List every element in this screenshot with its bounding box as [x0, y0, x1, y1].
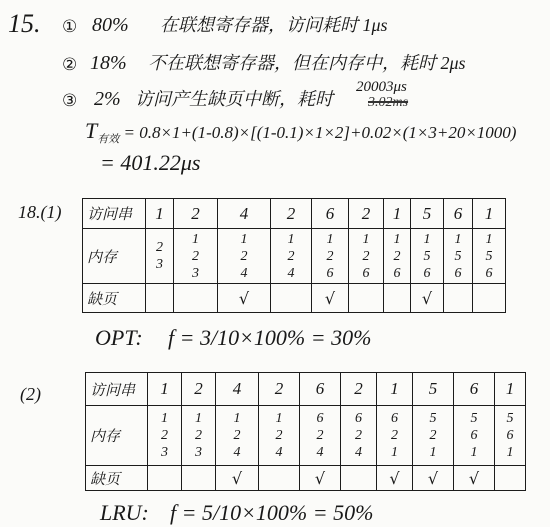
case-2-percent: 18% — [90, 52, 127, 74]
frame-page: 1 — [275, 411, 283, 426]
page-fault-cell: √ — [218, 284, 271, 313]
access-page-cell: 6 — [300, 373, 341, 406]
page-fault-cell — [174, 284, 218, 313]
frame-page: 6 — [326, 265, 334, 281]
sequence-row — [83, 199, 506, 229]
frame-page: 6 — [391, 411, 398, 426]
frame-page: 2 — [391, 428, 398, 443]
page-fault-cell — [259, 466, 300, 491]
frame-page: 1 — [485, 231, 493, 247]
frame-page: 4 — [275, 445, 283, 460]
part-1-label: 18.(1) — [18, 202, 62, 222]
access-page-cell: 2 — [349, 199, 384, 229]
memory-cell — [300, 406, 341, 466]
frame-page: 6 — [362, 265, 370, 281]
page-fault-cell — [349, 284, 384, 313]
formula-symbol: T — [85, 118, 98, 143]
access-page-cell: 1 — [495, 373, 526, 406]
case-1-percent: 80% — [92, 14, 129, 36]
frame-page: 2 — [355, 428, 362, 443]
page-fault-cell — [473, 284, 506, 313]
memory-cell — [216, 406, 259, 466]
frame-page: 2 — [161, 428, 168, 443]
frame-page: 3 — [195, 445, 202, 460]
frame-page: 6 — [423, 265, 431, 281]
access-page-cell: 1 — [146, 199, 174, 229]
access-page-cell: 2 — [271, 199, 312, 229]
memory-row-label: 内存 — [83, 229, 146, 284]
frame-page: 3 — [192, 265, 199, 281]
fault-row — [86, 466, 526, 491]
page-fault-cell: √ — [216, 466, 259, 491]
access-page-cell: 2 — [182, 373, 216, 406]
memory-cell — [148, 406, 182, 466]
question-15-number: 15. — [8, 9, 41, 38]
frame-page: 4 — [287, 265, 295, 281]
memory-cell — [454, 406, 495, 466]
memory-cell — [411, 229, 444, 284]
frame-page: 4 — [316, 445, 324, 460]
frame-page: 2 — [287, 248, 295, 264]
frame-page: 2 — [326, 248, 334, 264]
frame-page: 2 — [393, 248, 401, 264]
frame-page: 5 — [470, 411, 478, 426]
page-fault-cell: √ — [413, 466, 454, 491]
frame-page: 1 — [506, 445, 514, 460]
frame-page: 1 — [233, 411, 241, 426]
fault-row-label: 缺页 — [86, 466, 148, 491]
frame-page: 4 — [240, 265, 248, 281]
formula-expression: = 0.8×1+(1-0.8)×[(1-0.1)×1×2]+0.02×(1×3+20×1000) — [123, 123, 517, 142]
page-fault-cell — [146, 284, 174, 313]
access-page-cell: 1 — [148, 373, 182, 406]
frame-page: 6 — [454, 265, 462, 281]
part-2-label: (2) — [20, 384, 41, 404]
frame-page: 5 — [429, 411, 437, 426]
memory-cell — [271, 229, 312, 284]
effective-time-formula — [85, 118, 516, 147]
page-fault-cell — [384, 284, 411, 313]
access-page-cell: 4 — [216, 373, 259, 406]
frame-page: 1 — [195, 411, 202, 426]
memory-cell — [473, 229, 506, 284]
memory-cell — [182, 406, 216, 466]
memory-cell — [146, 229, 174, 284]
access-page-cell: 6 — [312, 199, 349, 229]
access-page-cell: 6 — [444, 199, 473, 229]
memory-cell — [349, 229, 384, 284]
frame-page: 2 — [156, 240, 163, 255]
case-2-text: 不在联想寄存器，但在内存中，耗时 2μs — [148, 53, 466, 73]
frame-page: 5 — [454, 248, 462, 264]
access-page-cell: 2 — [341, 373, 377, 406]
access-page-cell: 5 — [411, 199, 444, 229]
frame-page: 2 — [316, 428, 324, 443]
case-1-marker: ① — [62, 17, 78, 37]
case-3-percent: 2% — [94, 88, 121, 110]
case-2-marker: ② — [62, 55, 78, 75]
memory-cell — [384, 229, 411, 284]
frame-page: 1 — [192, 231, 199, 247]
frame-page: 1 — [391, 445, 398, 460]
frame-page: 4 — [233, 445, 241, 460]
memory-cell — [495, 406, 526, 466]
lru-page-table-body — [86, 373, 526, 491]
frame-page: 2 — [240, 248, 248, 264]
page-fault-cell: √ — [411, 284, 444, 313]
access-page-cell: 1 — [377, 373, 413, 406]
memory-row — [86, 406, 526, 466]
frame-page: 1 — [454, 231, 462, 247]
frame-page: 6 — [506, 428, 514, 443]
memory-cell — [377, 406, 413, 466]
memory-row — [83, 229, 506, 284]
frame-page: 5 — [485, 248, 493, 264]
frame-page: 1 — [393, 231, 401, 247]
page-fault-cell: √ — [454, 466, 495, 491]
frame-page: 1 — [423, 231, 431, 247]
opt-page-table — [82, 198, 506, 313]
frame-page: 5 — [423, 248, 431, 264]
part-2-fault-rate: f = 5/10×100% = 50% — [170, 500, 374, 525]
frame-page: 6 — [393, 265, 401, 281]
frame-page: 2 — [192, 248, 199, 264]
frame-page: 3 — [156, 257, 163, 272]
frame-page: 2 — [429, 428, 437, 443]
sequence-row-label: 访问串 — [83, 199, 146, 229]
case-3-marker: ③ — [62, 91, 78, 111]
sequence-row — [86, 373, 526, 406]
page-fault-cell: √ — [377, 466, 413, 491]
memory-cell — [312, 229, 349, 284]
case-3-crossed-out-time: 3.02ms — [368, 95, 409, 110]
frame-page: 2 — [233, 428, 241, 443]
formula-subscript: 有效 — [97, 133, 120, 146]
frame-page: 5 — [506, 411, 514, 426]
frame-page: 1 — [161, 411, 168, 426]
memory-cell — [174, 229, 218, 284]
page-fault-cell — [271, 284, 312, 313]
part-1-algorithm: OPT: — [95, 325, 143, 350]
access-page-cell: 1 — [473, 199, 506, 229]
frame-page: 1 — [240, 231, 248, 247]
page-fault-cell — [182, 466, 216, 491]
part-1-fault-rate: f = 3/10×100% = 30% — [168, 325, 372, 350]
frame-page: 2 — [275, 428, 283, 443]
page-fault-cell — [148, 466, 182, 491]
page-fault-cell: √ — [312, 284, 349, 313]
case-1-text: 在联想寄存器，访问耗时 1μs — [160, 15, 388, 35]
access-page-cell: 4 — [218, 199, 271, 229]
opt-page-table-body — [83, 199, 506, 313]
formula-result: = 401.22μs — [100, 150, 201, 175]
frame-page: 2 — [195, 428, 202, 443]
access-page-cell: 2 — [259, 373, 300, 406]
case-3-text: 访问产生缺页中断，耗时 — [135, 89, 333, 109]
memory-cell — [341, 406, 377, 466]
frame-page: 1 — [287, 231, 295, 247]
frame-page: 1 — [326, 231, 334, 247]
frame-page: 1 — [470, 445, 478, 460]
page-fault-cell — [444, 284, 473, 313]
frame-page: 1 — [429, 445, 437, 460]
memory-row-label: 内存 — [86, 406, 148, 466]
page-fault-cell — [341, 466, 377, 491]
fault-row-label: 缺页 — [83, 284, 146, 313]
memory-cell — [444, 229, 473, 284]
frame-page: 2 — [362, 248, 370, 264]
frame-page: 3 — [161, 445, 168, 460]
part-2-algorithm: LRU: — [100, 500, 149, 525]
access-page-cell: 2 — [174, 199, 218, 229]
frame-page: 6 — [470, 428, 478, 443]
case-3-time: 20003μs — [356, 79, 407, 95]
sequence-row-label: 访问串 — [86, 373, 148, 406]
lru-page-table — [85, 372, 526, 491]
memory-cell — [413, 406, 454, 466]
access-page-cell: 6 — [454, 373, 495, 406]
page-fault-cell: √ — [300, 466, 341, 491]
frame-page: 6 — [316, 411, 324, 426]
page-fault-cell — [495, 466, 526, 491]
frame-page: 6 — [355, 411, 362, 426]
frame-page: 1 — [362, 231, 370, 247]
fault-row — [83, 284, 506, 313]
frame-page: 4 — [355, 445, 362, 460]
access-page-cell: 5 — [413, 373, 454, 406]
access-page-cell: 1 — [384, 199, 411, 229]
memory-cell — [218, 229, 271, 284]
frame-page: 6 — [485, 265, 493, 281]
memory-cell — [259, 406, 300, 466]
